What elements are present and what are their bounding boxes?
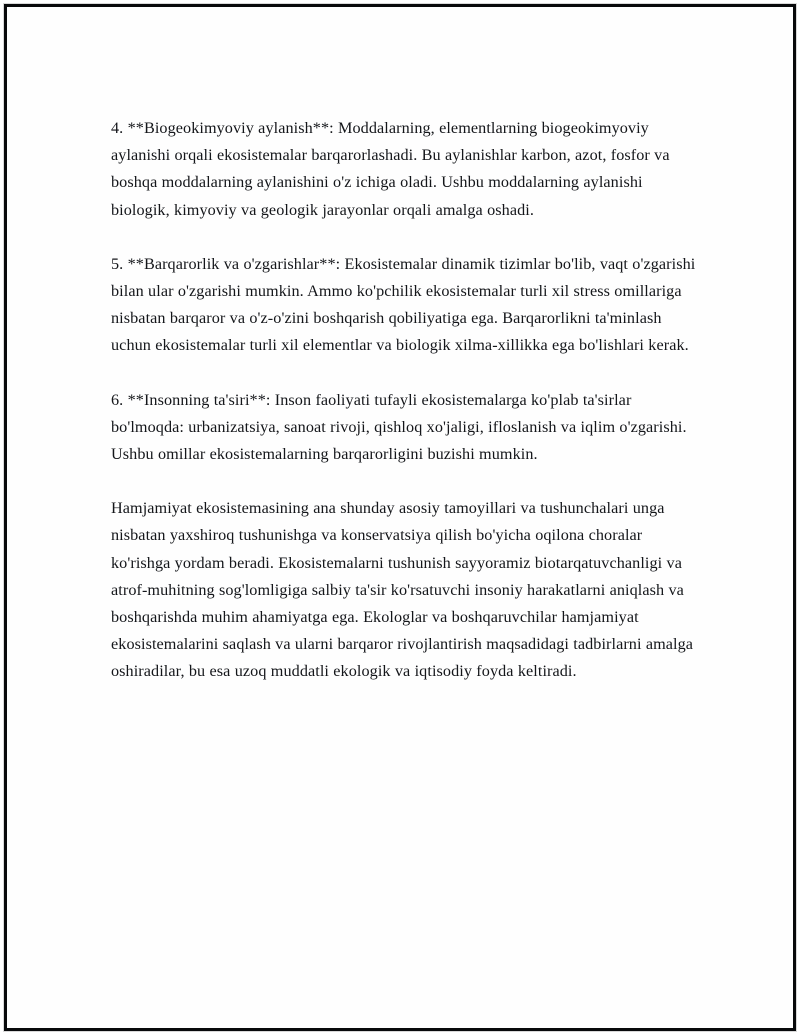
paragraph-item-4: 4. **Biogeokimyoviy aylanish**: Moddalarning, elementlarning biogeokimyoviy aylanishi orqali ekosistemalar barqarorlashadi. Bu aylanishlar karbon, azot, fosfor va boshqa moddalarning aylanishini o'z ichiga oladi. Ushbu moddalarning aylanishi biologik, kimyoviy va geologik jarayonlar orqali amalga oshadi. xyxy=(111,119,670,219)
document-text-body xyxy=(111,115,705,686)
paragraph-closing: Hamjamiyat ekosistemasining ana shunday asosiy tamoyillari va tushunchalari unga nisbatan yaxshiroq tushunishga va konservatsiya qilish bo'yicha oqilona choralar ko'rishga yordam beradi. Ekosistemalarni tushunish sayyoramiz biotarqatuvchanligi va atrof-muhitning sog'lomligiga salbiy ta'sir ko'rsatuvchi insoniy harakatlarni aniqlash va boshqarishda muhim ahamiyatga ega. Ekologlar va boshqaruvchilar hamjamiyat ekosistemalarini saqlash va ularni barqaror rivojlantirish maqsadidagi tadbirlarni amalga oshiradilar, bu esa uzoq muddatli ekologik va iqtisodiy foyda keltiradi. xyxy=(111,499,694,681)
paragraph-item-5: 5. **Barqarorlik va o'zgarishlar**: Ekosistemalar dinamik tizimlar bo'lib, vaqt o'zgarishi bilan ular o'zgarishi mumkin. Ammo ko'pchilik ekosistemalar turli xil stress omillariga nisbatan barqaror va o'z-o'zini boshqarish qobiliyatiga ega. Barqarorlikni ta'minlash uchun ekosistemalar turli xil elementlar va biologik xilma-xillikka ega bo'lishlari kerak. xyxy=(111,254,696,355)
document-page xyxy=(7,7,793,1028)
paragraph-item-6: 6. **Insonning ta'siri**: Inson faoliyati tufayli ekosistemalarga ko'plab ta'sirlar bo'lmoqda: urbanizatsiya, sanoat rivoji, qishloq xo'jaligi, ifloslanish va iqlim o'zgarishi. Ushbu omillar ekosistemalarning barqarorligini buzishi mumkin. xyxy=(111,390,687,464)
document-page-frame xyxy=(4,4,796,1031)
